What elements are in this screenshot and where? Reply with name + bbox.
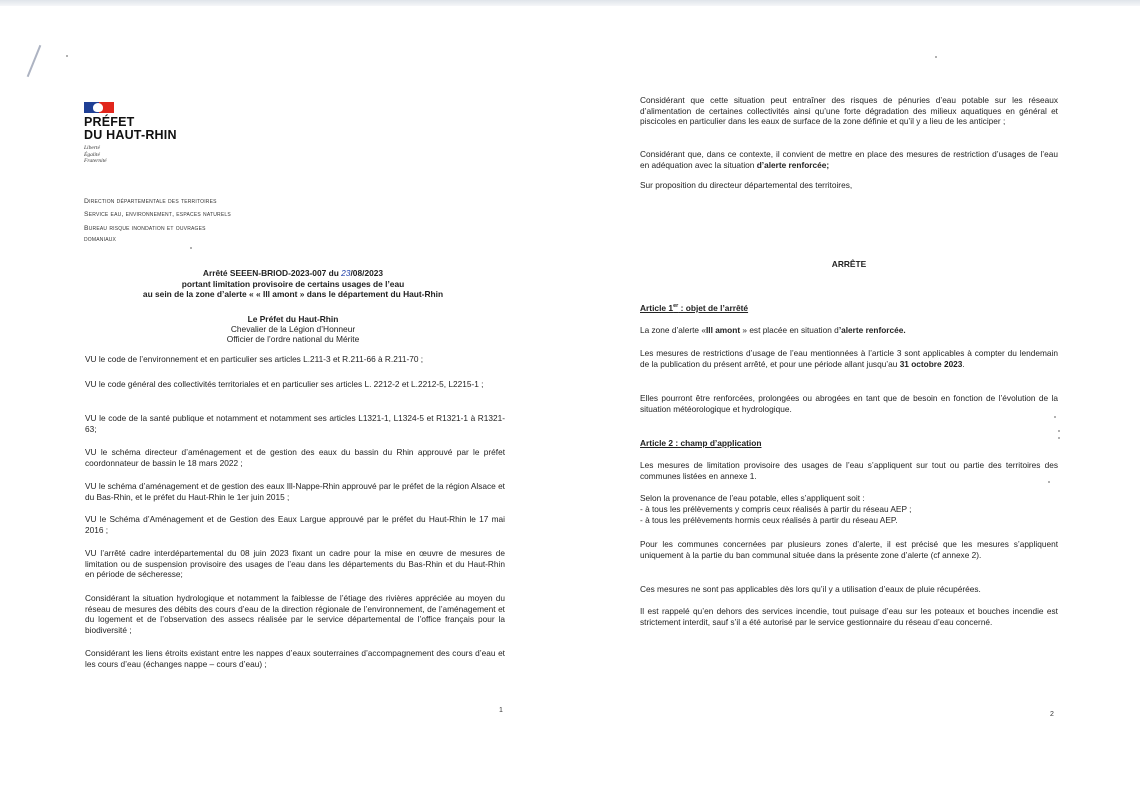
service-line-3: Bureau risque inondation et ouvrages: [84, 225, 206, 232]
considerant-paragraph: Considérant que cette situation peut entraîner des risques de pénuries d’eau potable sur les réseaux d’alimentation de certaines collectivités ainsi qu’une forte dégradation des milieux aquatiques en général et piscicoles en particulier dans les eaux de surface de la zone définie et qu’il y a lieu de les anticiper ;: [640, 95, 1058, 127]
article-1-paragraph: Elles pourront être renforcées, prolongées ou abrogées en tant que de besoin en fonction de l’évolution de la situation météorologique et hydrologique.: [640, 393, 1058, 414]
article-2-heading: Article 2 : champ d’application: [640, 438, 762, 448]
service-line-4: domaniaux: [84, 236, 117, 243]
pen-mark: [27, 45, 42, 77]
article-2-list-item: - à tous les prélèvements hormis ceux réalisés à partir du réseau AEP.: [640, 515, 898, 525]
scan-speck: [1058, 430, 1060, 432]
vu-paragraph: VU l’arrêté cadre interdépartemental du 08 juin 2023 fixant un cadre pour la mise en œuvre de mesures de limitation ou de suspension provisoire des usages de l’eau dans les départements du Bas-Rhin et du Haut-Rhin en période de sécheresse;: [85, 548, 505, 580]
document-title: Arrêté SEEEN-BRIOD-2023-007 du 23/08/2023 portant limitation provisoire de certains usages de l’eau au sein de la zone d’alerte « « Ill amont » dans le département du Haut-Rhin: [142, 268, 444, 299]
considerant-paragraph: Considérant que, dans ce contexte, il convient de mettre en place des mesures de restriction d’usages de l’eau en adéquation avec la situation d’alerte renforcée;: [640, 149, 1058, 170]
scan-speck: [1054, 416, 1056, 418]
handwritten-day: 23: [341, 268, 351, 278]
prefect-name: Le Préfet du Haut-Rhin: [247, 314, 339, 324]
article-2-paragraph: Ces mesures ne sont pas applicables dès lors qu’il y a utilisation d’eaux de pluie récupérées.: [640, 584, 981, 594]
article-1-paragraph: La zone d’alerte «Ill amont » est placée en situation d’alerte renforcée.: [640, 325, 906, 335]
scan-speck: [1058, 437, 1060, 439]
article-1-heading: Article 1er : objet de l’arrêté: [640, 303, 749, 313]
prefecture-logo: [84, 102, 177, 165]
vu-paragraph: VU le schéma d’aménagement et de gestion des eaux Ill-Nappe-Rhin approuvé par le préfet de la région Alsace et du Bas-Rhin, et le préfet du Haut-Rhin le 1er juin 2015 ;: [85, 481, 505, 502]
considerant-paragraph: Considérant les liens étroits existant entre les nappes d’eaux souterraines d’accompagnement des cours d’eau et les cours d’eau (échanges nappe – cours d’eau) ;: [85, 648, 505, 669]
prefect-title-1: Chevalier de la Légion d’Honneur: [230, 324, 356, 334]
article-2-list-item: - à tous les prélèvements y compris ceux réalisés à partir du réseau AEP ;: [640, 504, 912, 514]
article-1-paragraph: Les mesures de restrictions d’usage de l’eau mentionnées à l’article 3 sont applicables à compter du lendemain de la publication du présent arrêté, et pour une période allant jusqu’au 31 octobre 2023.: [640, 348, 1058, 369]
logo-line-1: PRÉFET: [84, 115, 135, 129]
article-2-paragraph: Pour les communes concernées par plusieurs zones d’alerte, il est précisé que les mesures s’appliquent uniquement à la partie du ban communal située dans la présente zone d’alerte (cf annexe 2).: [640, 539, 1058, 560]
page-number-2: 2: [1050, 711, 1054, 718]
logo-line-2: DU HAUT-RHIN: [84, 128, 177, 142]
article-2-paragraph: Selon la provenance de l’eau potable, elles s’appliquent soit :: [640, 493, 865, 503]
vu-paragraph: VU le code de la santé publique et notamment et notamment ses articles L1321-1, L1324-5 et R1321-1 à R1321-63;: [85, 413, 505, 434]
prefect-title-2: Officier de l’ordre national du Mérite: [226, 334, 360, 344]
vu-paragraph: VU le Schéma d’Aménagement et de Gestion des Eaux Largue approuvé par le préfet du Haut-Rhin le 17 mai 2016 ;: [85, 514, 505, 535]
service-line-1: Direction départementale des territoires: [84, 198, 217, 205]
article-2-paragraph: Les mesures de limitation provisoire des usages de l’eau s’appliquent sur tout ou partie des territoires des communes listées en annexe 1.: [640, 460, 1058, 481]
scan-speck: [1048, 481, 1050, 483]
scan-speck: [190, 247, 192, 249]
vu-paragraph: VU le code général des collectivités territoriales et en particulier ses articles L. 2212-2 et L.2212-5, L2215-1 ;: [85, 379, 484, 389]
arrete-heading: ARRÊTE: [831, 259, 867, 269]
service-line-2: Service eau, environnement, espaces naturels: [84, 211, 231, 218]
scan-speck: [66, 55, 68, 57]
scan-speck: [935, 56, 937, 58]
logo-motto: Liberté Égalité Fraternité: [84, 145, 107, 164]
proposition-line: Sur proposition du directeur départemental des territoires,: [640, 180, 853, 190]
considerant-paragraph: Considérant la situation hydrologique et notamment la faiblesse de l’étiage des rivières appréciée au moyen du réseau de mesures des débits des cours d’eau de la direction régionale de l’environnement, de l’aménagement et du logement et de l’observation des assecs réalisée par le service départemental de l’office français pour la biodiversité ;: [85, 593, 505, 635]
marianne-logo-icon: [84, 102, 114, 113]
vu-paragraph: VU le schéma directeur d’aménagement et de gestion des eaux du bassin du Rhin approuvé par le préfet coordonnateur de bassin le 18 mars 2022 ;: [85, 447, 505, 468]
page-number-1: 1: [499, 707, 503, 714]
vu-paragraph: VU le code de l’environnement et en particulier ses articles L.211-3 et R.211-66 à R.211-70 ;: [85, 354, 424, 364]
article-2-paragraph: Il est rappelé qu’en dehors des services incendie, tout puisage d’eau sur les poteaux et bouches incendie est strictement interdit, sauf s’il a été autorisé par le service gestionnaire du réseau d’eau concerné.: [640, 606, 1058, 627]
